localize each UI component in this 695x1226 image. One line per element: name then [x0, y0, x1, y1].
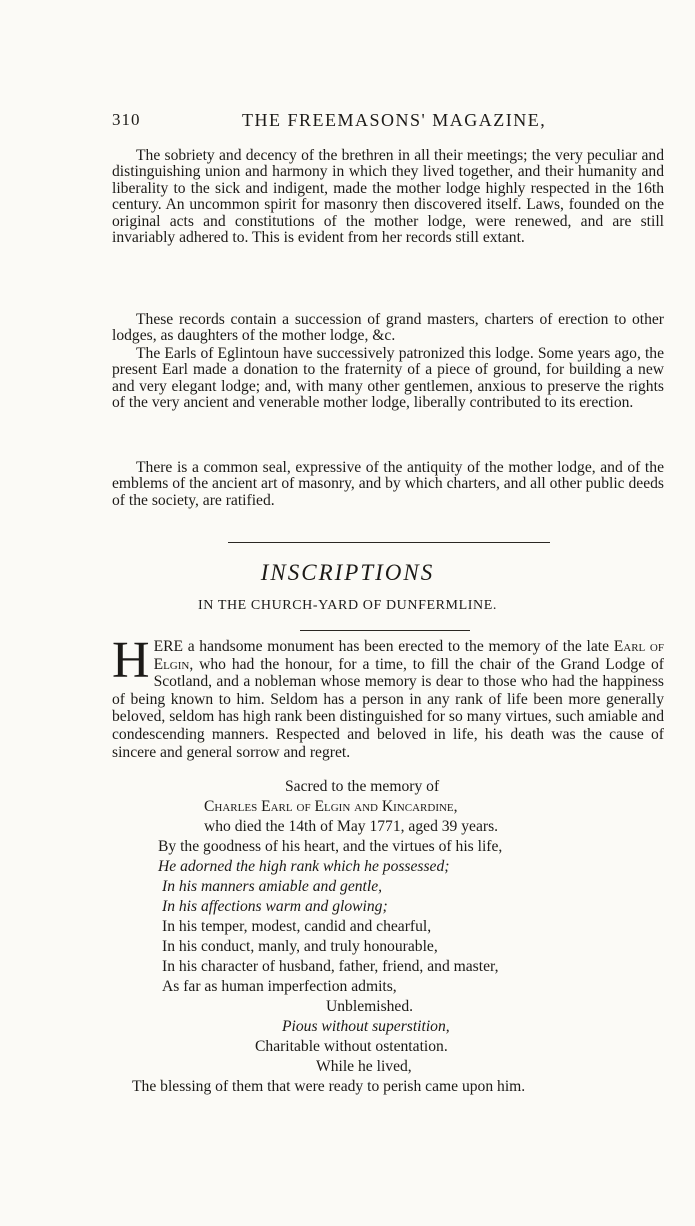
- epitaph-line: Charitable without ostentation.: [255, 1038, 448, 1055]
- epitaph-line: Pious without superstition,: [282, 1018, 450, 1035]
- paragraph-sobriety: [112, 148, 664, 246]
- earl-name: Earl of Elgin: [153, 638, 664, 673]
- epitaph-line: In his character of husband, father, friend, and master,: [162, 958, 499, 975]
- page-header: [112, 110, 664, 138]
- paragraph-earls: [112, 346, 664, 412]
- paragraph-text: There is a common seal, expressive of the antiquity of the mother lodge, and of the emblems of the ancient art of masonry, and by which charters, and all other public deeds of the society, are ratified.: [112, 459, 664, 509]
- paragraph-records: [112, 312, 664, 345]
- paragraph-text: The sobriety and decency of the brethren in all their meetings; the very peculiar and distinguishing union and harmony in which they lived together, and their humanity and liberality to the sick and indigent, made the mother lodge highly respected in the 16th century. An uncommon spirit for masonry then discovered itself. Laws, founded on the original acts and constitutions of the mother lodge, were renewed, and are still invariably adhered to. This is evident from her records still extant.: [112, 147, 664, 247]
- page-number: 310: [112, 110, 141, 129]
- intro-text-rest: , who had the honour, for a time, to fill the chair of the Grand Lodge of Scotland, and a nobleman whose memory is dear to those who had the happiness of being known to him. Seldom has a person in any rank of life been more generally beloved, seldom has high rank been distinguished for so many virtues, such amiable and condescending manners. Respected and beloved in life, his death was the cause of sincere and general sorrow and regret.: [112, 655, 664, 761]
- epitaph-line: In his manners amiable and gentle,: [162, 878, 383, 895]
- epitaph-line: Charles Earl of Elgin and Kincardine,: [204, 798, 458, 815]
- epitaph-line: Unblemished.: [326, 998, 414, 1015]
- epitaph-line: As far as human imperfection admits,: [162, 978, 397, 995]
- intro-text-start: ERE a handsome monument has been erected to the memory of the late: [153, 638, 614, 655]
- paragraph-text: The Earls of Eglintoun have successively patronized this lodge. Some years ago, the present Earl made a donation to the fraternity of a piece of ground, for building a new and very elegant lodge; and, with many other gentlemen, anxious to preserve the rights of the very ancient and venerable mother lodge, liberally contributed to its erection.: [112, 345, 664, 412]
- drop-cap: H: [112, 632, 150, 689]
- epitaph-line: The blessing of them that were ready to perish came upon him.: [132, 1078, 526, 1095]
- section-subtitle: IN THE CHURCH-YARD OF DUNFERMLINE.: [198, 598, 497, 613]
- epitaph-line: Sacred to the memory of: [285, 778, 440, 795]
- epitaph-line: In his temper, modest, candid and chearful,: [162, 918, 432, 935]
- epitaph-line: In his conduct, manly, and truly honourable,: [162, 938, 438, 955]
- epitaph-line: While he lived,: [316, 1058, 412, 1075]
- section-divider: [228, 542, 550, 543]
- section-title: INSCRIPTIONS: [260, 560, 435, 585]
- running-title: THE FREEMASONS' MAGAZINE,: [242, 110, 547, 130]
- paragraph-text: These records contain a succession of grand masters, charters of erection to other lodges, as daughters of the mother lodge, &c.: [112, 311, 664, 345]
- epitaph-line: He adorned the high rank which he possessed;: [158, 858, 450, 875]
- subtitle-divider: [300, 630, 470, 631]
- epitaph-line: who died the 14th of May 1771, aged 39 years.: [204, 818, 499, 835]
- epitaph-line: By the goodness of his heart, and the virtues of his life,: [158, 838, 503, 855]
- paragraph-seal: [112, 460, 664, 509]
- epitaph-line: In his affections warm and glowing;: [162, 898, 388, 915]
- inscription-intro: [112, 632, 664, 761]
